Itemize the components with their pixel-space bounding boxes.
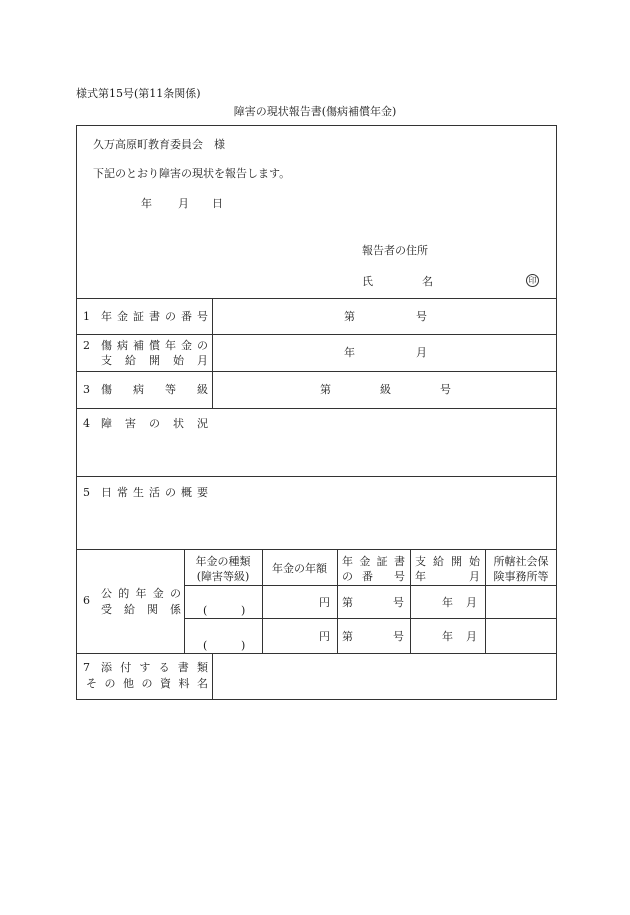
row6-number: 6 xyxy=(83,594,90,607)
header-office-line1: 所轄社会保 xyxy=(493,555,549,568)
divider-r6-c3 xyxy=(410,549,411,653)
row7-label-line1-char: 添 xyxy=(101,661,112,674)
row3-number: 3 xyxy=(83,383,90,396)
header-office-line2: 険事務所等 xyxy=(493,570,549,583)
row3-label-char: 病 xyxy=(133,383,144,396)
row2-tsuki[interactable]: 月 xyxy=(416,346,427,359)
row1-dai[interactable]: 第 xyxy=(344,310,355,323)
header-cert-line1-char: 書 xyxy=(393,555,405,568)
row7-label-line1-char: 付 xyxy=(120,661,132,674)
row4-number: 4 xyxy=(83,417,90,430)
entry2-yen[interactable]: 円 xyxy=(319,630,330,643)
entry2-paren-close[interactable]: ) xyxy=(241,639,246,652)
reporter-name-label-2: 名 xyxy=(422,275,433,288)
header-cert-line2-b-char: 番 xyxy=(362,570,373,583)
header-start-line1-char: 支 xyxy=(415,555,426,568)
header-start-line2-a: 年 xyxy=(415,570,426,583)
entry1-paren-close[interactable]: ) xyxy=(241,604,246,617)
row4-label-char: 況 xyxy=(197,417,208,430)
row3-dai[interactable]: 第 xyxy=(320,383,331,396)
row7-label-line2-char: の xyxy=(104,677,116,690)
statement: 下記のとおり障害の現状を報告します。 xyxy=(93,167,291,180)
row3-kyu[interactable]: 級 xyxy=(380,383,391,396)
row4-label-char: の xyxy=(149,417,160,430)
entry1-nen[interactable]: 年 xyxy=(442,596,453,609)
row5-label-char: 概 xyxy=(181,486,192,499)
divider-label-col-top xyxy=(212,298,213,408)
addressee: 久万高原町教育委員会 様 xyxy=(93,138,225,151)
header-cert-line1-char: 金 xyxy=(359,555,371,568)
row6-label-line2 xyxy=(101,604,181,615)
row7-label-line2-char: 他 xyxy=(123,677,134,690)
header-start-line1-char: 給 xyxy=(433,555,444,568)
row7-input-area[interactable] xyxy=(213,654,556,699)
header-start-line1 xyxy=(415,556,480,567)
row5-label-char: 活 xyxy=(149,486,160,499)
header-pension-type-line1: 年金の種類 xyxy=(195,555,251,568)
page-title: 障害の現状報告書(傷病補償年金) xyxy=(233,105,397,118)
row1-label-char: 年 xyxy=(101,310,112,323)
header-cert-line2-a: の xyxy=(342,570,353,583)
row5-label-char: 要 xyxy=(197,486,208,499)
divider-r3 xyxy=(76,408,557,409)
row7-label-line1-char: る xyxy=(158,661,170,674)
row3-go[interactable]: 号 xyxy=(440,383,451,396)
row6-label-line1-char: 公 xyxy=(101,587,112,600)
entry2-tsuki[interactable]: 月 xyxy=(466,630,477,643)
divider-r6-header xyxy=(184,585,557,586)
entry2-paren-open[interactable]: ( xyxy=(203,639,208,652)
row7-number: 7 xyxy=(83,661,90,674)
divider-r2 xyxy=(76,371,557,372)
row6-label-line1-char: 年 xyxy=(135,587,147,600)
entry2-nen[interactable]: 年 xyxy=(442,630,453,643)
row7-label-line2 xyxy=(86,678,208,689)
header-cert-line1-char: 証 xyxy=(376,555,388,568)
divider-r6-c2 xyxy=(337,549,338,653)
row6-label-line2-char: 係 xyxy=(170,603,181,616)
row1-label-char: の xyxy=(165,310,176,323)
row1-label-char: 書 xyxy=(149,310,160,323)
row4-label-char: 害 xyxy=(125,417,136,430)
row7-label-line1-char: 書 xyxy=(177,661,189,674)
row2-label-line1-char: 償 xyxy=(149,339,160,352)
row7-label-line1-char: 類 xyxy=(196,661,208,674)
row1-number: 1 xyxy=(83,310,90,323)
header-start-line1-char: 開 xyxy=(451,555,462,568)
row6-label-line2-char: 関 xyxy=(147,603,158,616)
header-start-line2-b: 月 xyxy=(469,570,480,583)
row2-label-line2-char: 月 xyxy=(197,354,208,367)
row2-label-line1-char: 年 xyxy=(165,339,176,352)
row5-label-char: 日 xyxy=(101,486,112,499)
row2-label-line1-char: の xyxy=(197,339,208,352)
header-start-line1-char: 始 xyxy=(469,555,480,568)
entry1-dai[interactable]: 第 xyxy=(342,596,353,609)
header-pension-type-line2: (障害等級) xyxy=(196,570,250,583)
date-month[interactable]: 月 xyxy=(178,197,189,210)
row6-label-line1 xyxy=(101,588,181,599)
row2-label-line1-char: 傷 xyxy=(101,339,112,352)
row2-label-line1-char: 補 xyxy=(133,339,144,352)
row3-label xyxy=(101,384,208,395)
header-cert-line1 xyxy=(342,556,405,567)
row1-label-char: 番 xyxy=(181,310,192,323)
row2-label-line2-char: 始 xyxy=(173,354,184,367)
row2-label-line1 xyxy=(101,340,208,351)
row6-label-line2-char: 給 xyxy=(124,603,135,616)
row2-label-line2-char: 開 xyxy=(149,354,160,367)
row7-label-line2-char: 料 xyxy=(178,677,190,690)
row1-label-char: 証 xyxy=(133,310,144,323)
row3-label-char: 等 xyxy=(165,383,176,396)
header-cert-line2-b xyxy=(362,571,405,582)
header-cert-line2-b-char: 号 xyxy=(394,570,405,583)
divider-upper xyxy=(76,298,557,299)
seal-icon: 印 xyxy=(526,274,539,287)
form-number: 様式第15号(第11条関係) xyxy=(76,87,201,100)
row7-label-line2-char: の xyxy=(141,677,153,690)
date-year[interactable]: 年 xyxy=(141,197,152,210)
row2-label-line2 xyxy=(101,355,208,366)
row2-label-line2-char: 給 xyxy=(125,354,136,367)
row4-label xyxy=(101,418,208,429)
entry1-go[interactable]: 号 xyxy=(393,596,404,609)
entry1-tsuki[interactable]: 月 xyxy=(466,596,477,609)
row6-label-line1-char: の xyxy=(170,587,181,600)
row4-label-char: 状 xyxy=(173,417,184,430)
entry1-yen[interactable]: 円 xyxy=(319,596,330,609)
row1-label xyxy=(101,311,208,322)
row4-input-area[interactable] xyxy=(77,432,556,475)
divider-r4 xyxy=(76,476,557,477)
row4-label-char: 障 xyxy=(101,417,112,430)
row1-label-char: 号 xyxy=(197,310,208,323)
row2-label-line2-char: 支 xyxy=(101,354,112,367)
row5-input-area[interactable] xyxy=(77,501,556,548)
row7-label-line1 xyxy=(101,662,208,673)
row6-label-line1-char: 的 xyxy=(118,587,130,600)
divider-r1 xyxy=(76,334,557,335)
row5-label-char: の xyxy=(165,486,176,499)
row5-label xyxy=(101,487,208,498)
row5-label-char: 生 xyxy=(133,486,144,499)
reporter-name-label-1: 氏 xyxy=(362,275,373,288)
header-cert-line1-char: 年 xyxy=(342,555,353,568)
row3-label-char: 傷 xyxy=(101,383,112,396)
row5-number: 5 xyxy=(83,486,90,499)
row2-number: 2 xyxy=(83,339,90,352)
row7-label-line2-char: そ xyxy=(86,677,97,690)
row2-label-line1-char: 金 xyxy=(181,339,192,352)
date-day[interactable]: 日 xyxy=(212,197,223,210)
row6-label-line1-char: 金 xyxy=(152,587,164,600)
row5-label-char: 常 xyxy=(117,486,128,499)
entry2-go[interactable]: 号 xyxy=(393,630,404,643)
entry1-paren-open[interactable]: ( xyxy=(203,604,208,617)
row2-label-line1-char: 病 xyxy=(117,339,128,352)
row1-go[interactable]: 号 xyxy=(416,310,427,323)
row6-label-line2-char: 受 xyxy=(101,603,112,616)
entry2-dai[interactable]: 第 xyxy=(342,630,353,643)
divider-r6-entry xyxy=(184,618,557,619)
row1-label-char: 金 xyxy=(117,310,128,323)
row3-label-char: 級 xyxy=(197,383,208,396)
row7-label-line2-char: 資 xyxy=(160,677,171,690)
header-annual-amount: 年金の年額 xyxy=(272,562,327,575)
reporter-address-label: 報告者の住所 xyxy=(362,244,428,257)
row7-label-line1-char: す xyxy=(139,661,151,674)
row7-label-line2-char: 名 xyxy=(197,677,208,690)
row2-nen[interactable]: 年 xyxy=(344,346,355,359)
